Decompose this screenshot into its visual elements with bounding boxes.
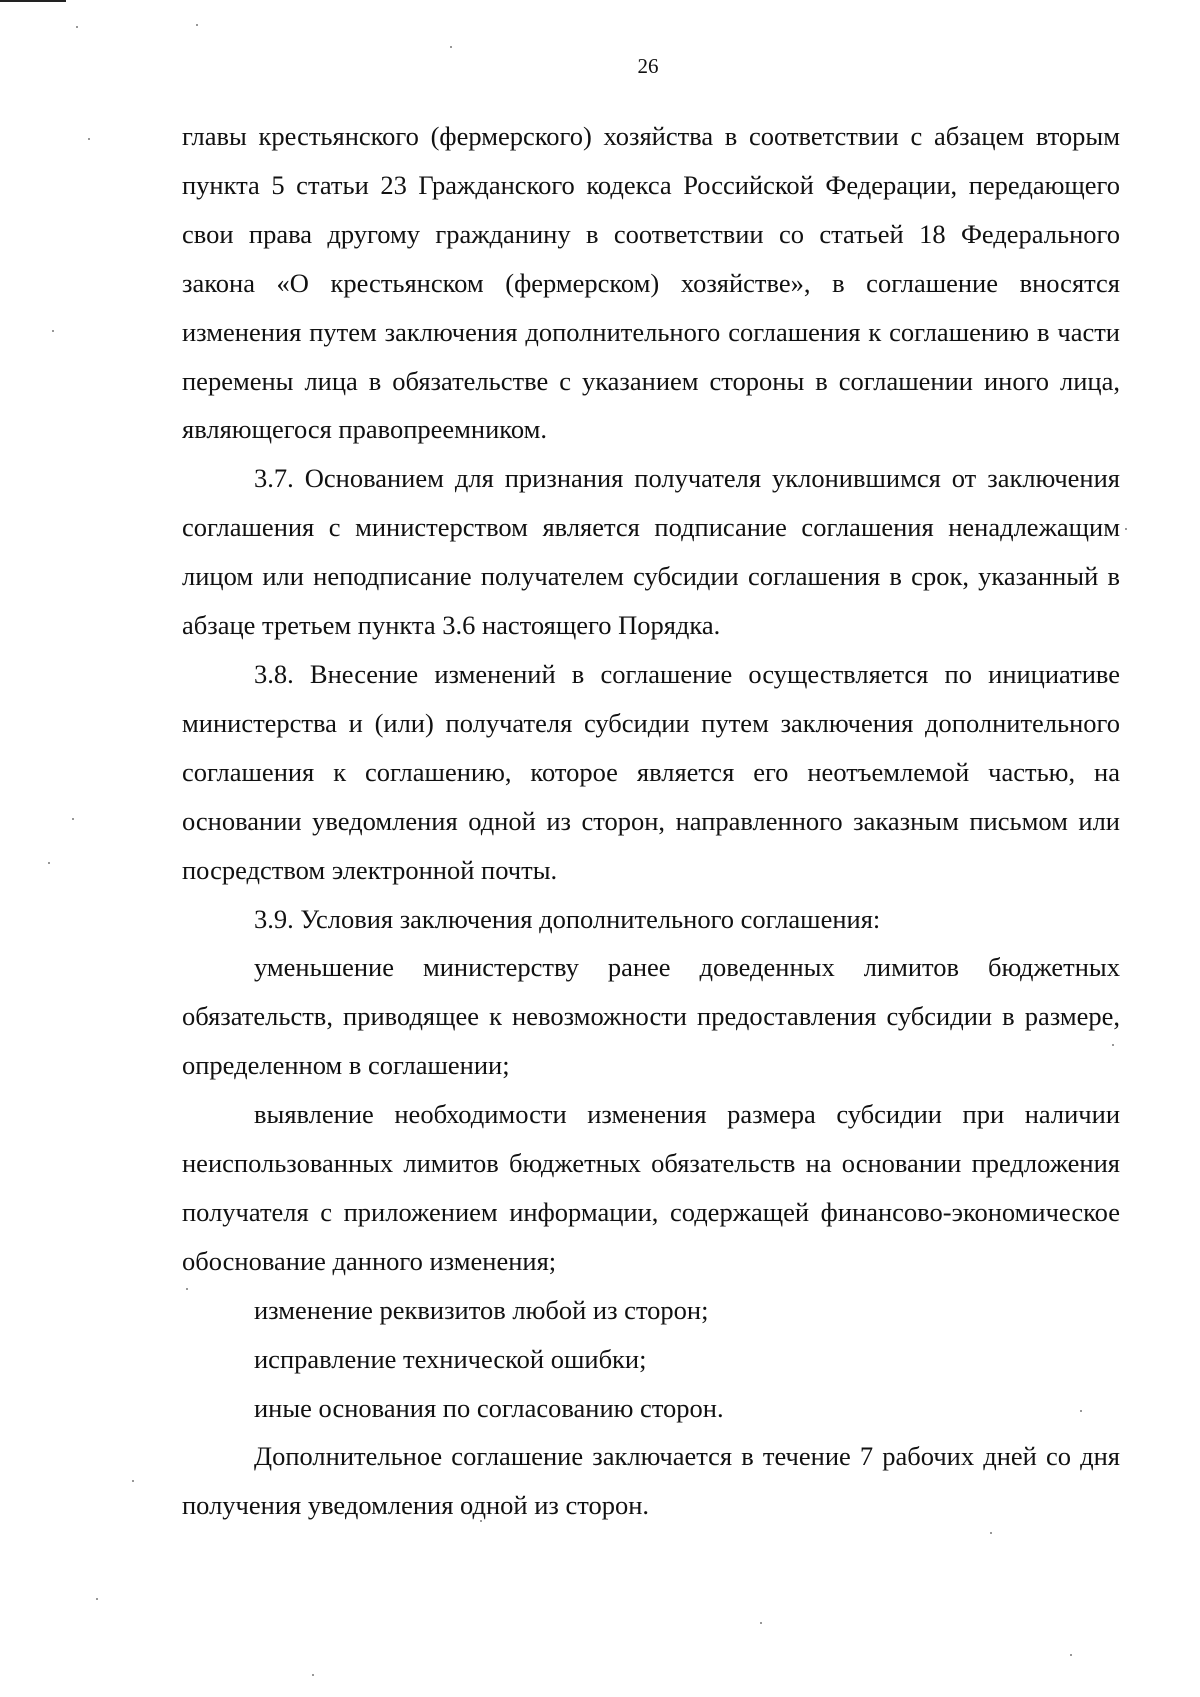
scan-speck bbox=[480, 1520, 482, 1522]
scan-speck bbox=[132, 1480, 134, 1482]
scan-speck bbox=[990, 1532, 992, 1534]
document-body bbox=[182, 112, 1120, 1530]
scan-corner-mark bbox=[0, 0, 66, 8]
scan-speck bbox=[88, 138, 90, 140]
scan-speck bbox=[76, 26, 78, 28]
paragraph-3-9: 3.9. Условия заключения дополнительного соглашения: bbox=[254, 903, 881, 934]
paragraph-continuation: главы крестьянского (фермерского) хозяйства в соответствии с абзацем вторым пункта 5 статьи 23 Гражданского кодекса Российской Федерации, передающего свои права другому гражданину в соответствии со статьей 18 Федерального закона «О крестьянском (фермерском) хозяйстве», в соглашение вносятся изменения путем заключения дополнительного соглашения к соглашению в части перемены лица в обязательстве с указанием стороны в соглашении иного лица, являющегося правопреемником. bbox=[182, 121, 1120, 445]
scan-speck bbox=[1080, 1410, 1082, 1412]
scan-speck bbox=[196, 24, 198, 26]
scan-speck bbox=[48, 862, 50, 864]
paragraph-final: Дополнительное соглашение заключается в течение 7 рабочих дней со дня получения уведомления одной из сторон. bbox=[182, 1441, 1120, 1521]
scan-speck bbox=[1070, 1654, 1072, 1656]
scan-speck bbox=[1125, 528, 1127, 530]
paragraph-3-8: 3.8. Внесение изменений в соглашение осуществляется по инициативе министерства и (или) получателя субсидии путем заключения дополнительного соглашения к соглашению, которое является его неотъемлемой частью, на основании уведомления одной из сторон, направленного заказным письмом или посредством электронной почты. bbox=[182, 658, 1120, 885]
page-number: 26 bbox=[637, 54, 659, 78]
paragraph-3-7: 3.7. Основанием для признания получателя уклонившимся от заключения соглашения с министерством является подписание соглашения ненадлежащим лицом или неподписание получателем субсидии соглашения в срок, указанный в абзаце третьем пункта 3.6 настоящего Порядка. bbox=[182, 463, 1120, 641]
condition-item: иные основания по согласованию сторон. bbox=[254, 1392, 724, 1423]
scan-speck bbox=[52, 330, 54, 332]
scan-speck bbox=[72, 818, 74, 820]
scan-speck bbox=[312, 1674, 314, 1676]
condition-item: исправление технической ошибки; bbox=[254, 1343, 647, 1374]
scan-speck bbox=[450, 46, 452, 48]
scan-speck bbox=[1112, 1044, 1114, 1046]
condition-item: изменение реквизитов любой из сторон; bbox=[254, 1294, 709, 1325]
condition-item: выявление необходимости изменения размера субсидии при наличии неиспользованных лимитов бюджетных обязательств на основании предложения получателя с приложением информации, содержащей финансово-экономическое обоснование данного изменения; bbox=[182, 1099, 1120, 1276]
scan-speck bbox=[186, 1288, 188, 1290]
scan-speck bbox=[96, 1598, 98, 1600]
condition-item: уменьшение министерству ранее доведенных лимитов бюджетных обязательств, приводящее к невозможности предоставления субсидии в размере, определенном в соглашении; bbox=[182, 952, 1120, 1081]
scan-speck bbox=[760, 1622, 762, 1624]
